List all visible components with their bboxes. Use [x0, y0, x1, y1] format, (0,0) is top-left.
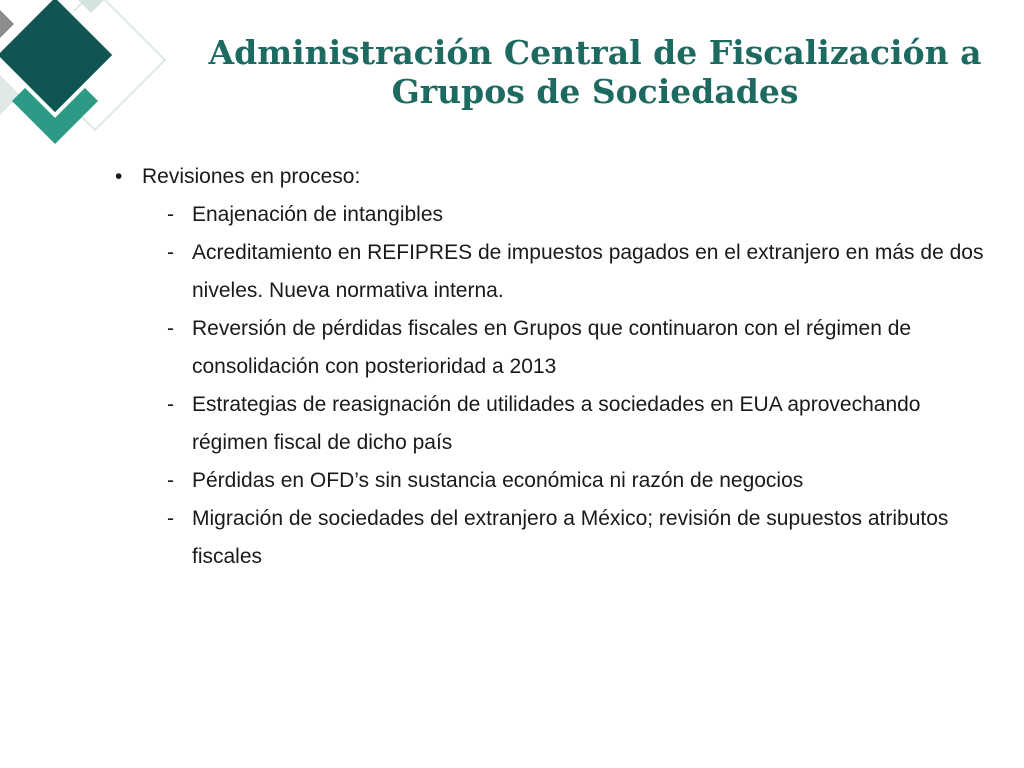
bullet-marker: • — [115, 165, 123, 188]
slide-title — [140, 33, 1024, 111]
review-list — [115, 196, 995, 576]
gray-square — [0, 10, 14, 38]
list-item — [115, 234, 995, 310]
list-item — [115, 310, 995, 386]
dash-marker: - — [167, 393, 174, 416]
dash-marker: - — [167, 469, 174, 492]
list-item-text: Pérdidas en OFD’s sin sustancia económica ni razón de negocios — [192, 469, 804, 492]
list-item-text: Migración de sociedades del extranjero a México; revisión de supuestos atributos fiscales — [192, 507, 949, 568]
list-item-text: Reversión de pérdidas fiscales en Grupos que continuaron con el régimen de consolidación con posterioridad a 2013 — [192, 317, 912, 378]
bullet-heading: Revisiones en proceso: — [142, 165, 361, 188]
list-item — [115, 462, 995, 500]
slide-body — [115, 158, 995, 576]
dash-marker: - — [167, 241, 174, 264]
light-square-top — [78, 0, 104, 13]
title-line-2: Grupos de Sociedades — [391, 72, 799, 111]
title-line-1: Administración Central de Fiscalización a — [208, 33, 982, 72]
dash-marker: - — [167, 317, 174, 340]
dash-marker: - — [167, 203, 174, 226]
list-item — [115, 196, 995, 234]
list-item — [115, 386, 995, 462]
light-square-bottom — [0, 75, 20, 115]
list-item-text: Enajenación de intangibles — [192, 203, 444, 226]
list-item-text: Acreditamiento en REFIPRES de impuestos pagados en el extranjero en más de dos niveles. Nueva normativa interna. — [192, 241, 984, 302]
bullet-heading-row — [115, 158, 995, 196]
list-item-text: Estrategias de reasignación de utilidades a sociedades en EUA aprovechando régimen fiscal de dicho país — [192, 393, 921, 454]
list-item — [115, 500, 995, 576]
dash-marker: - — [167, 507, 174, 530]
